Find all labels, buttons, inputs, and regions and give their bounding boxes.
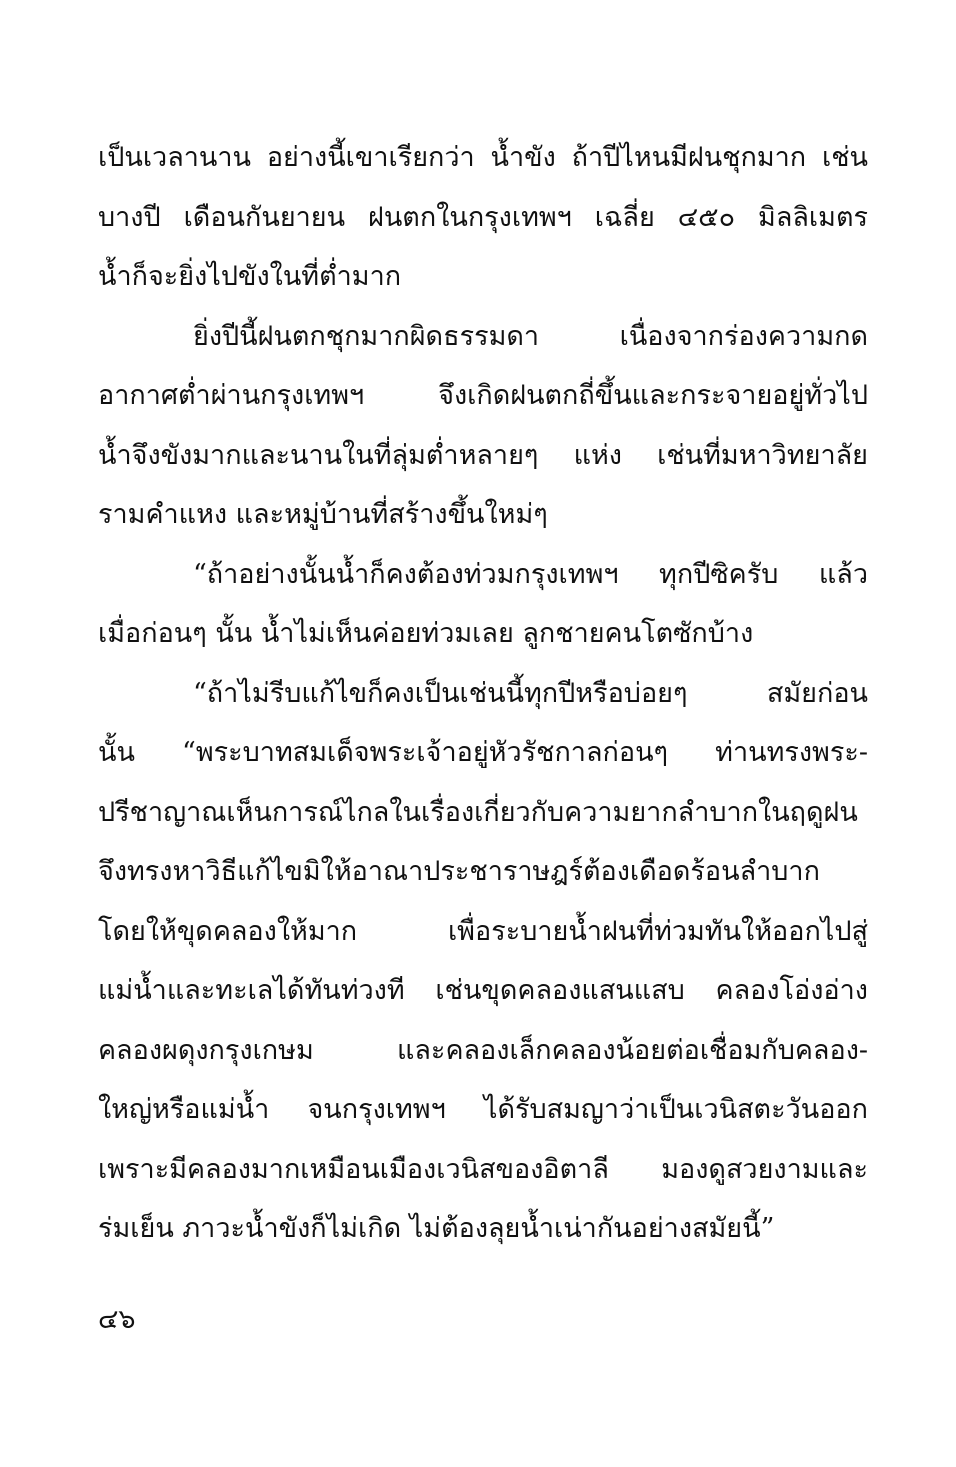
paragraph-first-line: ยิ่งปีนี้ฝนตกชุกมากผิดธรรมดา เนื่องจากร่องความกด xyxy=(193,320,868,352)
text-line: เมื่อก่อนๆ นั้น น้ำไม่เห็นค่อยท่วมเลย ลูกชายคนโตซักบ้าง xyxy=(98,618,754,649)
text-line: ร่มเย็น ภาวะน้ำขังก็ไม่เกิด ไม่ต้องลุยน้ำเน่ากันอย่างสมัยนี้” xyxy=(98,1213,775,1244)
text-line: บางปี เดือนกันยายน ฝนตกในกรุงเทพฯ เฉลี่ย ๔๕๐ มิลลิเมตร xyxy=(98,201,868,233)
text-line: อากาศต่ำผ่านกรุงเทพฯ จึงเกิดฝนตกถี่ขึ้นและกระจายอยู่ทั่วไป xyxy=(98,380,868,411)
text-line: โดยให้ขุดคลองให้มาก เพื่อระบายน้ำฝนที่ท่วมทันให้ออกไปสู่ xyxy=(98,915,868,947)
text-line: ใหญ่หรือแม่น้ำ จนกรุงเทพฯ ได้รับสมญาว่าเป็นเวนิสตะวันออก xyxy=(98,1094,868,1125)
text-line: รามคำแหง และหมู่บ้านที่สร้างขึ้นใหม่ๆ xyxy=(98,499,548,530)
text-line: จึงทรงหาวิธีแก้ไขมิให้อาณาประชาราษฎร์ต้องเดือดร้อนลำบาก xyxy=(98,856,820,887)
body-text xyxy=(98,128,868,1259)
text-line: แม่น้ำและทะเลได้ทันท่วงที เช่นขุดคลองแสนแสบ คลองโอ่งอ่าง xyxy=(98,975,868,1006)
paragraph-first-line: “ถ้าอย่างนั้นน้ำก็คงต้องท่วมกรุงเทพฯ ทุกปีซิครับ แล้ว xyxy=(193,558,868,590)
text-line: ปรีชาญาณเห็นการณ์ไกลในเรื่องเกี่ยวกับความยากลำบากในฤดูฝน xyxy=(98,796,858,828)
text-line: นั้น “พระบาทสมเด็จพระเจ้าอยู่หัวรัชกาลก่อนๆ ท่านทรงพระ- xyxy=(98,737,868,768)
text-line: น้ำจึงขังมากและนานในที่ลุ่มต่ำหลายๆ แห่ง เช่นที่มหาวิทยาลัย xyxy=(98,439,868,471)
text-line: เป็นเวลานาน อย่างนี้เขาเรียกว่า น้ำขัง ถ้าปีไหนมีฝนชุกมาก เช่น xyxy=(98,142,868,173)
text-line: คลองผดุงกรุงเกษม และคลองเล็กคลองน้อยต่อเชื่อมกับคลอง- xyxy=(98,1034,868,1066)
text-line: เพราะมีคลองมากเหมือนเมืองเวนิสของอิตาลี มองดูสวยงามและ xyxy=(98,1153,868,1185)
page-number: ๔๖ xyxy=(98,1304,136,1335)
paragraph-first-line: “ถ้าไม่รีบแก้ไขก็คงเป็นเช่นนี้ทุกปีหรือบ่อยๆ สมัยก่อน xyxy=(193,677,868,709)
text-line: น้ำก็จะยิ่งไปขังในที่ต่ำมาก xyxy=(98,261,402,292)
